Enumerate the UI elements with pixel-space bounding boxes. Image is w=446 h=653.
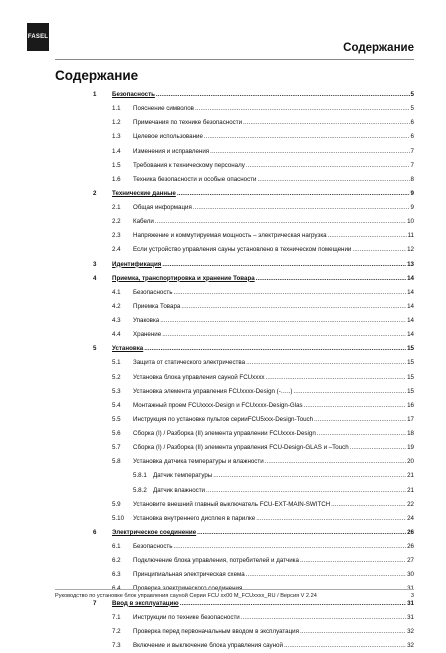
toc-entry-page: 12	[407, 246, 414, 254]
toc-entry[interactable]	[0, 102, 446, 116]
toc-entry-title: Сборка (I) / Разборка (II) элемента управления FCU-Design-GLAS и –Touch	[133, 444, 349, 452]
toc-entry[interactable]	[0, 229, 446, 243]
toc-dot-leader	[328, 229, 407, 243]
toc-entry[interactable]	[0, 187, 446, 201]
toc-entry-number: 5.1	[112, 359, 121, 367]
toc-dot-leader	[243, 116, 410, 130]
toc-entry-title: Защита от статического электричества	[133, 359, 246, 367]
toc-entry-number: 4.1	[112, 288, 121, 296]
toc-entry[interactable]	[0, 526, 446, 540]
footer-divider	[55, 589, 414, 590]
toc-entry-number: 7.2	[112, 627, 121, 635]
toc-entry-page: 13	[407, 260, 414, 268]
toc-dot-leader	[256, 512, 406, 526]
toc-entry-page: 30	[407, 571, 414, 579]
toc-entry[interactable]	[0, 413, 446, 427]
toc-entry[interactable]	[0, 88, 446, 102]
toc-entry-page: 21	[407, 472, 414, 480]
toc-entry-page: 26	[407, 543, 414, 550]
toc-entry[interactable]	[0, 568, 446, 582]
toc-entry-number: 2.4	[112, 246, 121, 254]
toc-dot-leader	[314, 413, 406, 427]
toc-entry-page: 10	[407, 218, 414, 226]
toc-entry-title: Техника безопасности и особые опасности	[133, 175, 257, 183]
toc-entry-title: Инструкция по установке пультов серииFCU5xxx-Design-Touch	[133, 415, 314, 423]
toc-dot-leader	[293, 385, 406, 399]
toc-entry-page: 7	[410, 147, 414, 155]
toc-dot-leader	[204, 130, 410, 144]
toc-entry-page: 9	[410, 204, 414, 211]
toc-entry[interactable]	[0, 286, 446, 300]
toc-entry-title: Безопасность	[112, 91, 155, 98]
toc-entry-title: Подключение блока управления, потребителей и датчика	[133, 557, 299, 565]
toc-entry-title: Сборка (I) / Разборка (II) элемента управлении FCUxxxx-Design	[133, 430, 316, 437]
toc-entry[interactable]	[0, 173, 446, 187]
toc-entry[interactable]	[0, 540, 446, 554]
toc-entry-title: Кабели	[133, 218, 154, 226]
toc-dot-leader	[284, 639, 406, 653]
toc-entry[interactable]	[0, 455, 446, 469]
toc-dot-leader	[265, 455, 406, 469]
toc-dot-leader	[206, 484, 406, 498]
toc-dot-leader	[181, 300, 406, 314]
toc-entry-number: 4.2	[112, 302, 121, 310]
table-of-contents	[0, 88, 446, 653]
toc-dot-leader	[246, 568, 406, 582]
toc-entry-number: 1.5	[112, 161, 121, 169]
toc-entry-number: 2.1	[112, 204, 121, 211]
toc-dot-leader	[193, 201, 410, 215]
toc-entry-number: 6	[93, 528, 97, 536]
toc-entry[interactable]	[0, 625, 446, 639]
toc-entry[interactable]	[0, 116, 446, 130]
toc-entry-page: 32	[407, 627, 414, 635]
toc-entry-page: 11	[407, 232, 414, 240]
toc-entry-page: 27	[407, 557, 414, 565]
toc-entry-title: Напряжение и коммутируемая мощность – электрическая нагрузка	[133, 232, 327, 240]
toc-entry-number: 5.3	[112, 387, 121, 395]
toc-entry-title: Приемка, транспортировка и хранение Товара	[112, 274, 255, 282]
toc-dot-leader	[257, 173, 409, 187]
toc-entry-title: Упаковка	[133, 317, 160, 324]
toc-entry-page: 5	[410, 105, 414, 113]
toc-entry-number: 7	[93, 599, 97, 607]
toc-entry-page: 22	[407, 500, 414, 508]
toc-dot-leader	[350, 441, 406, 455]
toc-entry-title: Инструкции по технике безопасности	[133, 613, 240, 621]
page-title: Содержание	[55, 68, 139, 83]
toc-entry-page: 7	[410, 161, 414, 169]
toc-entry[interactable]	[0, 272, 446, 286]
toc-entry-page: 15	[407, 345, 414, 353]
toc-entry-title: Технические данные	[112, 189, 176, 197]
toc-entry-title: Установка блока управления сауной FCUxxxx	[133, 373, 265, 381]
toc-entry-number: 5.7	[112, 444, 121, 452]
toc-entry-number: 7.1	[112, 613, 121, 621]
toc-entry-number: 6.4	[112, 585, 121, 593]
toc-entry-page: 16	[407, 401, 414, 409]
toc-entry-title: Установка внутреннего дисплея в парилке	[133, 514, 256, 522]
toc-entry-title: Идентификация	[112, 260, 162, 268]
toc-entry-page: 14	[407, 288, 414, 296]
toc-entry[interactable]	[0, 441, 446, 455]
toc-entry-number: 5.8.1	[133, 472, 147, 480]
toc-entry-page: 15	[407, 387, 414, 395]
toc-entry-number: 2	[93, 189, 97, 197]
toc-dot-leader	[162, 328, 406, 342]
toc-entry[interactable]	[0, 484, 446, 498]
toc-dot-leader	[241, 611, 406, 625]
toc-entry[interactable]	[0, 159, 446, 173]
toc-entry-title: Установите внешний главный выключатель FCU-EXT-MAIN-SWITCH	[133, 500, 331, 508]
toc-dot-leader	[197, 526, 406, 540]
toc-entry-number: 1.2	[112, 119, 121, 127]
toc-entry[interactable]	[0, 427, 446, 441]
toc-dot-leader	[300, 625, 406, 639]
toc-entry[interactable]	[0, 399, 446, 413]
toc-entry-page: 24	[407, 514, 414, 522]
footer-page-number: 3	[410, 593, 414, 599]
toc-entry-page: 18	[407, 430, 414, 437]
toc-entry-number: 5	[93, 345, 97, 353]
toc-entry[interactable]	[0, 201, 446, 215]
toc-dot-leader	[256, 272, 406, 286]
toc-dot-leader	[300, 554, 406, 568]
toc-entry-number: 5.8.2	[133, 486, 147, 494]
toc-entry[interactable]	[0, 554, 446, 568]
toc-entry-page: 31	[407, 613, 414, 621]
toc-entry-title: Проверка перед первоначальным вводом в эксплуатация	[133, 627, 299, 635]
toc-entry-page: 31	[407, 599, 414, 607]
toc-entry-number: 5.8	[112, 458, 121, 466]
toc-entry-number: 4	[93, 274, 97, 282]
toc-entry-title: Включение и выключение блока управления сауной	[133, 641, 283, 649]
toc-entry-number: 5.4	[112, 401, 121, 409]
toc-entry-page: 17	[407, 415, 414, 423]
toc-entry[interactable]	[0, 258, 446, 272]
toc-dot-leader	[162, 258, 406, 272]
toc-dot-leader	[246, 159, 410, 173]
toc-dot-leader	[317, 427, 406, 441]
toc-entry[interactable]	[0, 371, 446, 385]
header-divider	[55, 59, 414, 60]
toc-entry-page: 19	[407, 444, 414, 452]
toc-entry-number: 5.2	[112, 373, 121, 381]
toc-entry[interactable]	[0, 356, 446, 370]
toc-entry-number: 4.4	[112, 331, 121, 339]
toc-entry-page: 32	[407, 641, 414, 649]
toc-dot-leader	[246, 356, 406, 370]
toc-dot-leader	[266, 371, 407, 385]
toc-entry-title: Электрическое соединение	[112, 528, 197, 536]
toc-entry-number: 7.3	[112, 641, 121, 649]
toc-dot-leader	[352, 243, 406, 257]
toc-entry[interactable]	[0, 498, 446, 512]
toc-entry-title: Установка	[112, 345, 144, 353]
toc-entry[interactable]	[0, 611, 446, 625]
toc-dot-leader	[210, 145, 409, 159]
toc-entry-number: 1.1	[112, 105, 121, 113]
toc-entry-title: Принципиальная электрическая схема	[133, 571, 245, 579]
toc-entry-number: 4.3	[112, 317, 121, 324]
toc-entry-title: Установка элемента управления FCUxxxx-Design (-…..)	[133, 387, 293, 395]
toc-entry-title: Установка датчика температуры и влажности	[133, 458, 264, 466]
toc-entry-number: 3	[93, 260, 97, 268]
toc-dot-leader	[144, 342, 406, 356]
toc-entry-number: 6.2	[112, 557, 121, 565]
toc-entry-page: 6	[410, 133, 414, 141]
toc-entry-number: 1.4	[112, 147, 121, 155]
toc-dot-leader	[195, 102, 410, 116]
toc-entry-page: 8	[410, 175, 414, 183]
toc-entry[interactable]	[0, 469, 446, 483]
toc-entry-number: 6.3	[112, 571, 121, 579]
toc-entry[interactable]	[0, 512, 446, 526]
toc-entry-number: 1.3	[112, 133, 121, 141]
toc-entry-title: Датчик температуры	[153, 472, 213, 480]
toc-entry-title: Хранение	[133, 331, 162, 339]
toc-entry-number: 2.2	[112, 218, 121, 226]
toc-entry-title: Безопасность	[133, 543, 173, 550]
toc-entry-number: 1	[93, 91, 97, 98]
toc-entry[interactable]	[0, 300, 446, 314]
toc-entry-page: 21	[407, 486, 414, 494]
toc-entry-title: Ввод в эксплуатацию	[112, 599, 179, 607]
toc-entry-page: 14	[407, 274, 414, 282]
toc-entry-title: Безопасность	[133, 288, 173, 296]
toc-entry[interactable]	[0, 243, 446, 257]
toc-dot-leader	[173, 286, 406, 300]
toc-entry-title: Датчик влажности	[153, 486, 206, 494]
toc-entry-title: Если устройство управления сауны установлено в техническом помещении	[133, 246, 352, 254]
toc-entry-number: 5.10	[112, 514, 125, 522]
toc-entry[interactable]	[0, 215, 446, 229]
toc-dot-leader	[160, 314, 406, 328]
toc-entry-title: Проверка электрического соединения	[133, 585, 243, 593]
toc-entry-page: 26	[407, 528, 414, 536]
toc-dot-leader	[155, 215, 406, 229]
toc-entry-page: 15	[407, 359, 414, 367]
toc-dot-leader	[331, 498, 406, 512]
toc-entry[interactable]	[0, 342, 446, 356]
toc-entry-page: 15	[407, 373, 414, 381]
footer-text: Руководство по установке блок управления сауной Серии FCU xx00 M_FCUxxxx_RU / Версия V 2.24	[55, 593, 317, 599]
toc-entry-page: 14	[407, 302, 414, 310]
toc-entry-page: 9	[410, 189, 414, 197]
toc-entry-title: Общая информация	[133, 204, 192, 211]
toc-dot-leader	[173, 540, 406, 554]
toc-entry-page: 20	[407, 458, 414, 466]
toc-entry[interactable]	[0, 639, 446, 653]
toc-entry-number: 1.6	[112, 175, 121, 183]
toc-dot-leader	[156, 88, 410, 102]
toc-entry-number: 2.3	[112, 232, 121, 240]
toc-dot-leader	[213, 469, 406, 483]
toc-entry-title: Примечания по технике безопасности	[133, 119, 243, 127]
toc-entry-number: 6.1	[112, 543, 121, 550]
toc-entry[interactable]	[0, 314, 446, 328]
toc-dot-leader	[304, 399, 406, 413]
toc-entry-number: 5.5	[112, 415, 121, 423]
toc-entry-page: 31	[407, 585, 414, 593]
toc-entry[interactable]	[0, 328, 446, 342]
toc-entry-page: 5	[410, 91, 414, 98]
toc-entry-page: 6	[410, 119, 414, 127]
toc-entry-title: Целевое использование	[133, 133, 203, 141]
toc-entry-title: Требования к техническому персоналу	[133, 161, 245, 169]
toc-entry-title: Изменения и исправления	[133, 147, 210, 155]
toc-entry-page: 14	[407, 317, 414, 324]
toc-entry-title: Приемка Товара	[133, 302, 181, 310]
toc-dot-leader	[177, 187, 410, 201]
toc-entry-number: 5.9	[112, 500, 121, 508]
toc-entry-title: Пояснение символов	[133, 105, 194, 113]
fasel-logo: FASEL	[27, 23, 49, 51]
header-title: Содержание	[343, 42, 414, 54]
toc-entry[interactable]	[0, 130, 446, 144]
toc-entry[interactable]	[0, 385, 446, 399]
toc-entry-page: 14	[407, 331, 414, 339]
toc-entry-number: 5.6	[112, 430, 121, 437]
toc-entry-title: Монтажный проем FCUxxxx-Design и FCUxxxx-Design-Glas	[133, 401, 303, 409]
toc-entry[interactable]	[0, 145, 446, 159]
